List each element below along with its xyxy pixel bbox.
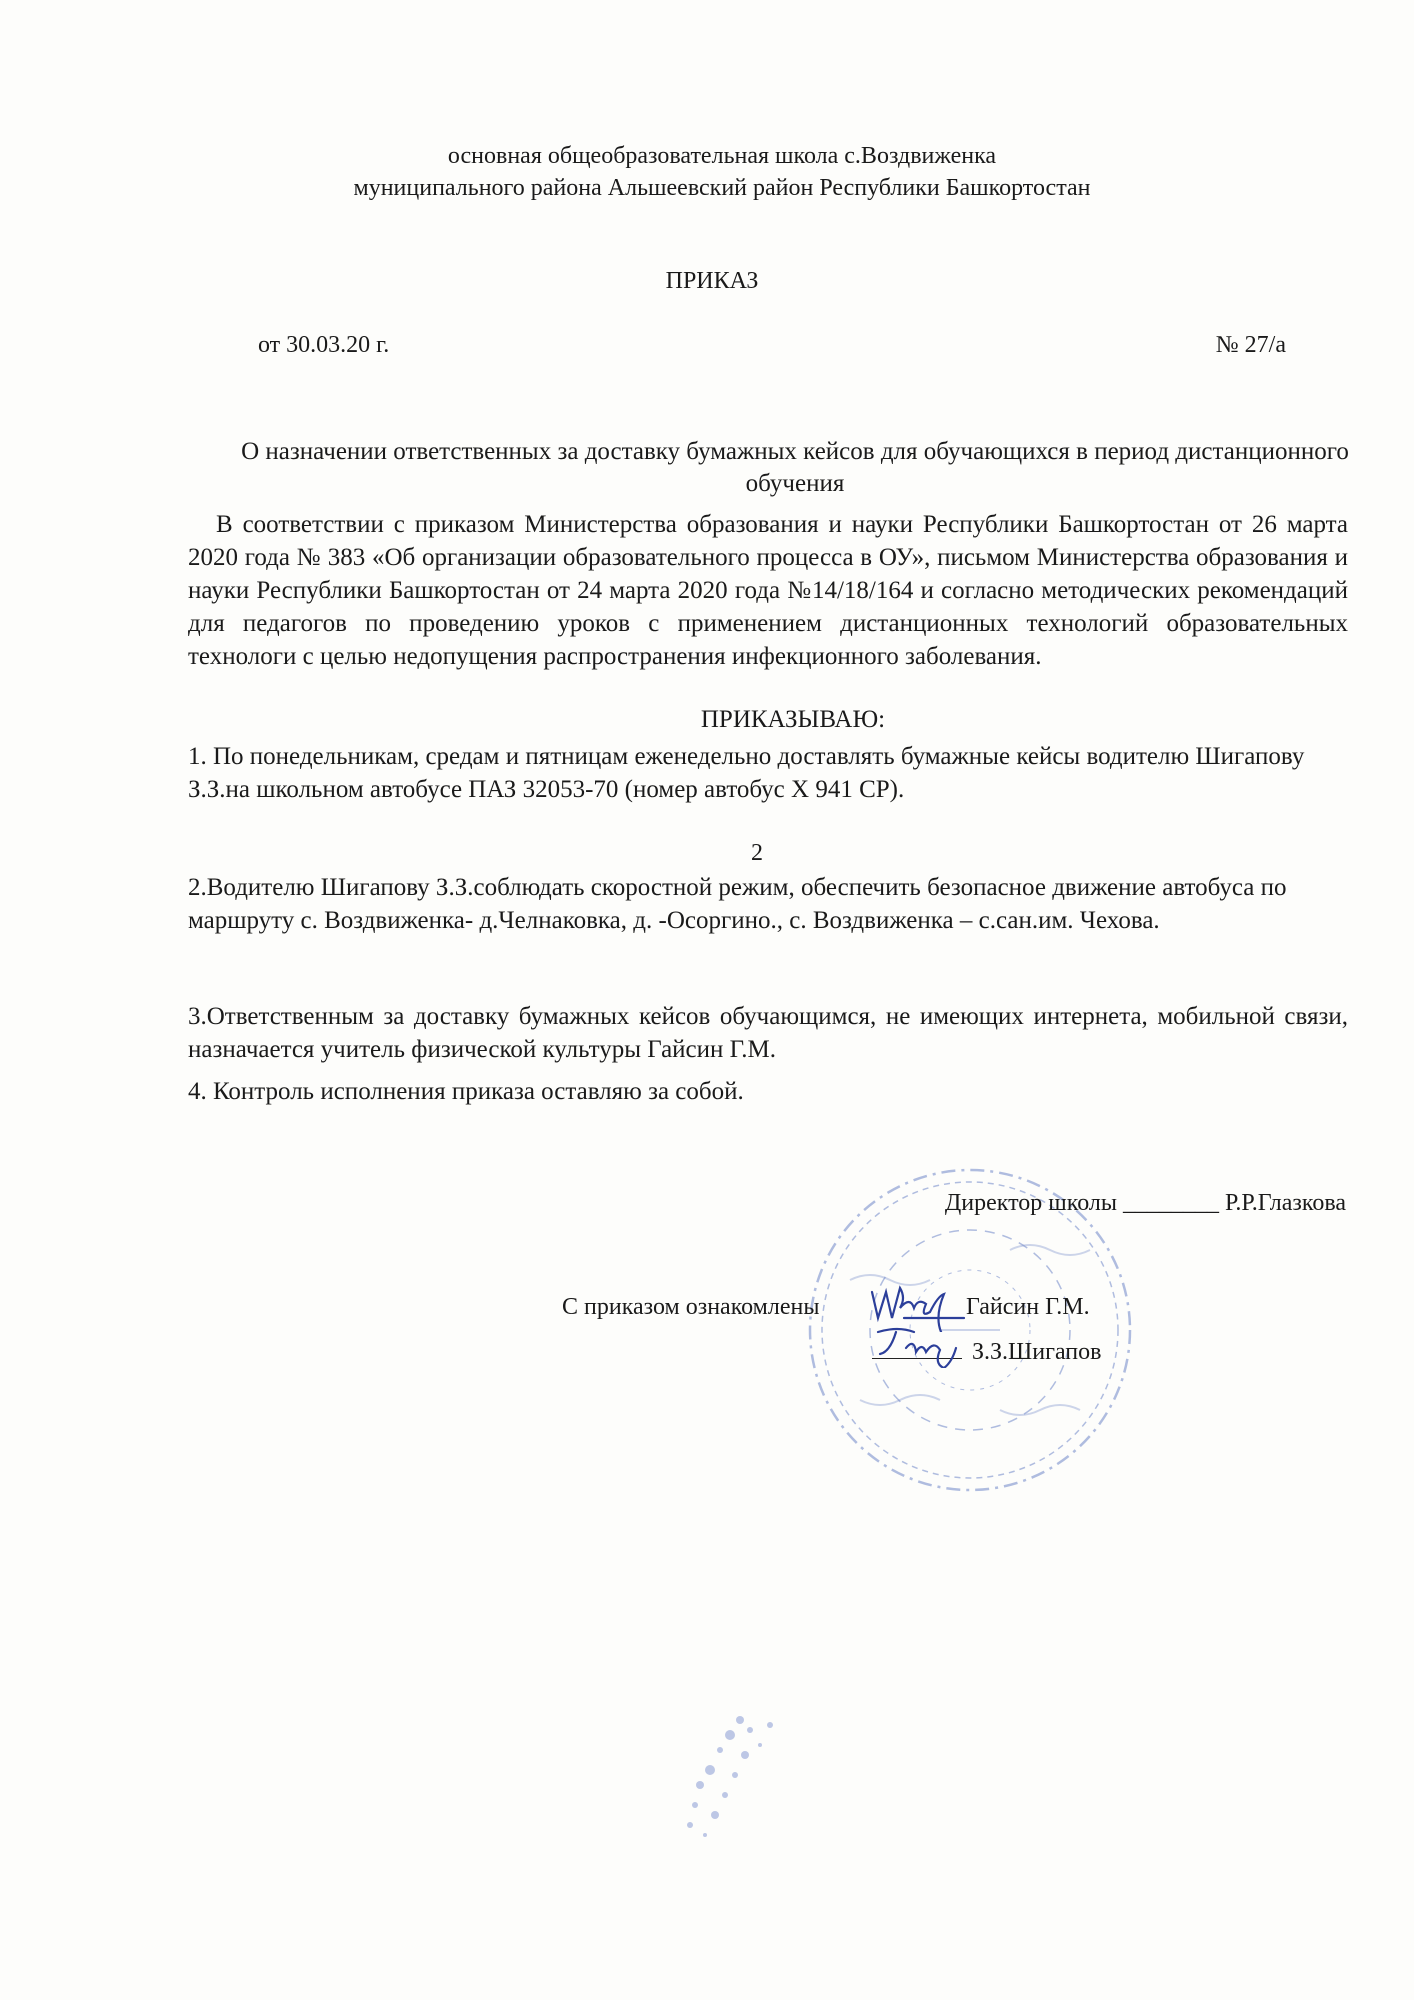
director-signature-line: Директор школы ________ Р.Р.Глазкова	[944, 1190, 1346, 1216]
document-subject: О назначении ответственных за доставку бумажных кейсов для обучающихся в период дистанционного обучения	[241, 438, 1349, 497]
acknowledgement-label: С приказом ознакомлены	[562, 1294, 820, 1320]
header-school-line: основная общеобразовательная школа с.Воздвиженка	[447, 143, 997, 169]
orders-heading: ПРИКАЗЫВАЮ:	[700, 706, 886, 733]
order-item-1: 1. По понедельникам, средам и пятницам еженедельно доставлять бумажные кейсы водителю Шигапову З.З.на школьном автобусе ПАЗ 32053-70 (номер автобус Х 941 СР).	[188, 743, 1305, 803]
document-date: от 30.03.20 г.	[258, 332, 390, 358]
order-item-2: 2.Водителю Шигапову З.З.соблюдать скоростной режим, обеспечить безопасное движение автобуса по маршруту с. Воздвиженка- д.Челнаковка, д. -Осоргино., с. Воздвиженка – с.сан.им. Чехова.	[188, 874, 1287, 934]
order-item-4: 4. Контроль исполнения приказа оставляю за собой.	[188, 1078, 744, 1105]
ink-smudge-icon	[650, 1700, 810, 1850]
page-number: 2	[751, 840, 763, 866]
acknowledged-name-2: З.З.Шигапов	[972, 1339, 1102, 1365]
acknowledged-name-1: Гайсин Г.М.	[966, 1294, 1090, 1320]
header-district-line: муниципального района Альшеевский район Республики Башкортостан	[353, 175, 1091, 201]
document-number: № 27/а	[1215, 332, 1286, 358]
document-title: ПРИКАЗ	[665, 268, 759, 294]
preamble-paragraph: В соответствии с приказом Министерства образования и науки Республики Башкортостан от 26 марта 2020 года № 383 «Об организации образовательного процесса в ОУ», письмом Министерства образования и науки Республики Башкортостан от 24 марта 2020 года №14/18/164 и согласно методических рекомендаций для педагогов по проведению уроков с применением дистанционных технологий образовательных технологи с целью недопущения распространения инфекционного заболевания.	[188, 511, 1348, 670]
order-item-3: 3.Ответственным за доставку бумажных кейсов обучающимся, не имеющих интернета, мобильной связи, назначается учитель физической культуры Гайсин Г.М.	[188, 1003, 1348, 1063]
handwritten-signature-2-icon	[872, 1318, 972, 1368]
